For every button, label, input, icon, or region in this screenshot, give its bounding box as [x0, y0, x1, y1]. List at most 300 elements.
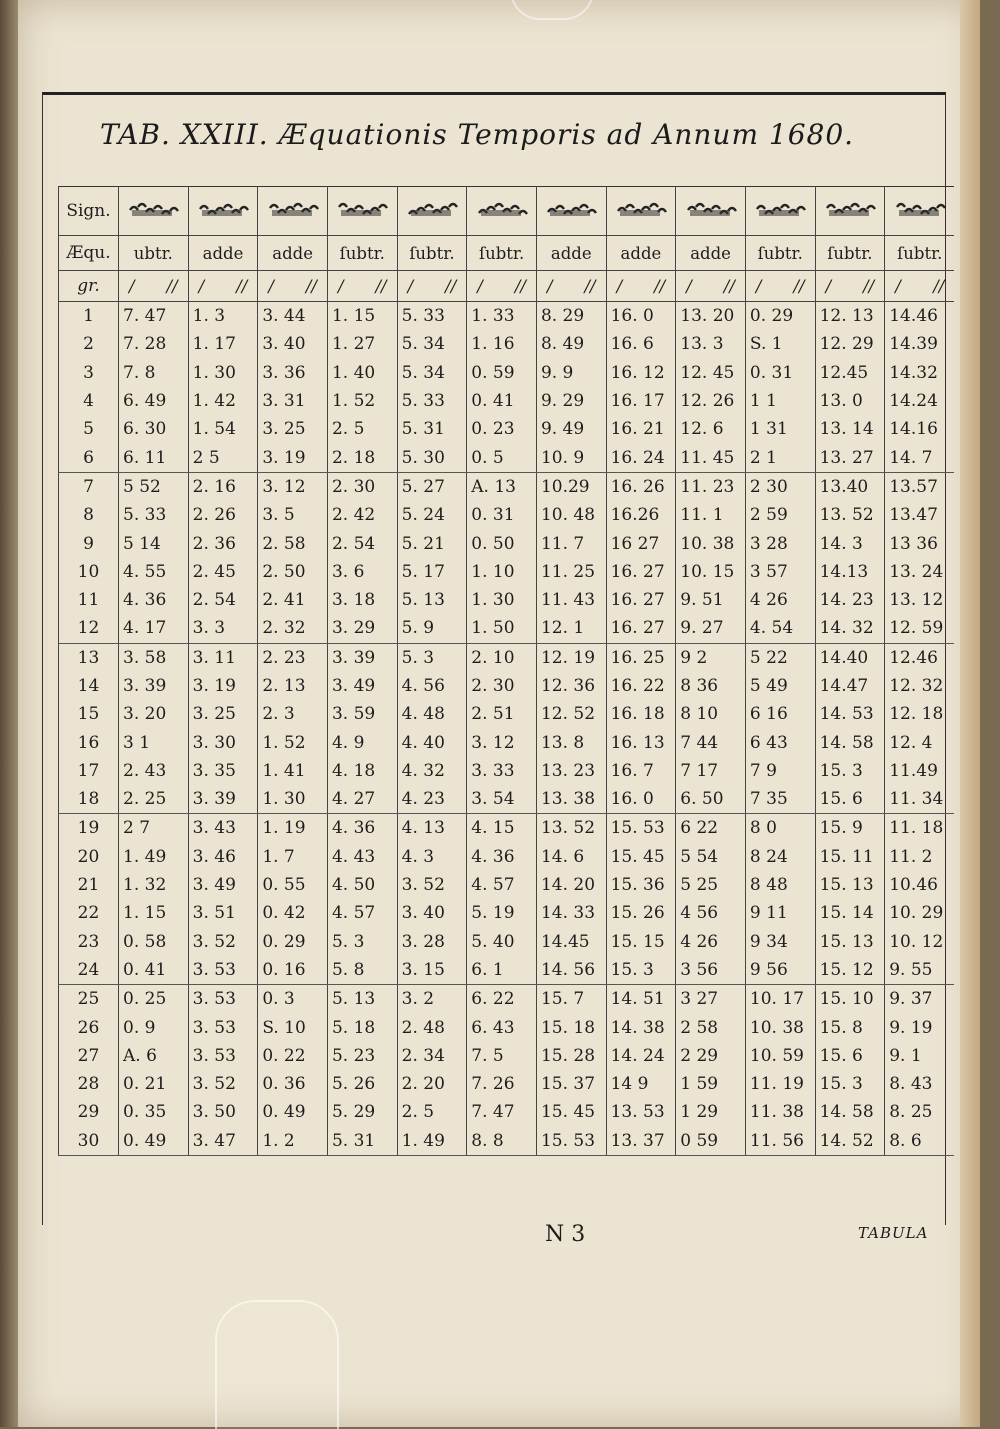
- value-cell: 4. 55: [119, 558, 189, 586]
- value-cell: 5. 17: [397, 558, 467, 586]
- value-cell: 2. 26: [188, 501, 258, 529]
- value-cell: 0. 3: [258, 985, 328, 1014]
- value-cell: 2. 23: [258, 643, 328, 672]
- value-cell: 6 22: [676, 814, 746, 843]
- value-cell: 10. 38: [676, 529, 746, 557]
- degree-cell: 21: [59, 871, 119, 899]
- value-cell: 3. 47: [188, 1127, 258, 1156]
- sign-cell: [327, 187, 397, 236]
- minutes-unit: /: [755, 276, 762, 296]
- value-cell: S. 1: [745, 330, 815, 358]
- value-cell: 9. 9: [536, 359, 606, 387]
- minutes-unit: /: [477, 276, 483, 296]
- value-cell: 1. 49: [119, 843, 189, 871]
- seconds-unit: //: [166, 276, 178, 296]
- value-cell: 5 14: [119, 529, 189, 557]
- value-cell: 8 48: [745, 871, 815, 899]
- value-cell: 15. 14: [815, 899, 885, 927]
- value-cell: 14.39: [885, 330, 955, 358]
- value-cell: 16. 0: [606, 302, 676, 331]
- value-cell: 11. 18: [885, 814, 955, 843]
- value-cell: 3. 2: [397, 985, 467, 1014]
- unit-cell: [536, 271, 606, 302]
- value-cell: 0. 25: [119, 985, 189, 1014]
- degree-cell: 1: [59, 302, 119, 331]
- sign-cell: [397, 187, 467, 236]
- value-cell: 14 9: [606, 1070, 676, 1098]
- value-cell: 5. 29: [327, 1098, 397, 1126]
- value-cell: 15. 8: [815, 1013, 885, 1041]
- value-cell: 16. 13: [606, 728, 676, 756]
- value-cell: 14. 53: [815, 700, 885, 728]
- value-cell: S. 10: [258, 1013, 328, 1041]
- value-cell: 3. 43: [188, 814, 258, 843]
- unit-cell: [397, 271, 467, 302]
- value-cell: 9 34: [745, 928, 815, 956]
- value-cell: 3. 6: [327, 558, 397, 586]
- table-row: [59, 672, 955, 700]
- value-cell: 2 7: [119, 814, 189, 843]
- value-cell: 16 27: [606, 529, 676, 557]
- table-row: [59, 985, 955, 1014]
- value-cell: 4. 36: [467, 843, 537, 871]
- value-cell: 15. 3: [815, 1070, 885, 1098]
- value-cell: 1. 33: [467, 302, 537, 331]
- value-cell: 8. 43: [885, 1070, 955, 1098]
- value-cell: 7. 26: [467, 1070, 537, 1098]
- table-row: [59, 501, 955, 529]
- gemini-sign: [266, 201, 320, 221]
- degree-cell: 30: [59, 1127, 119, 1156]
- degree-cell: 10: [59, 558, 119, 586]
- value-cell: 10. 9: [536, 443, 606, 472]
- value-cell: 3. 44: [258, 302, 328, 331]
- value-cell: 3. 5: [258, 501, 328, 529]
- value-cell: 0. 9: [119, 1013, 189, 1041]
- value-cell: 13.47: [885, 501, 955, 529]
- value-cell: 7 9: [745, 757, 815, 785]
- value-cell: 9 56: [745, 956, 815, 985]
- value-cell: 2. 54: [188, 586, 258, 614]
- table-row: [59, 302, 955, 331]
- degree-cell: 9: [59, 529, 119, 557]
- value-cell: 4. 57: [327, 899, 397, 927]
- value-cell: 7 17: [676, 757, 746, 785]
- value-cell: 3. 40: [397, 899, 467, 927]
- value-cell: 3. 49: [188, 871, 258, 899]
- value-cell: 6 43: [745, 728, 815, 756]
- value-cell: 10. 59: [745, 1042, 815, 1070]
- minutes-unit: /: [616, 276, 623, 296]
- value-cell: 7. 8: [119, 359, 189, 387]
- operation-cell: adde: [676, 236, 746, 271]
- value-cell: 0 59: [676, 1127, 746, 1156]
- sign-label: Sign.: [59, 187, 119, 236]
- value-cell: 3. 52: [397, 871, 467, 899]
- value-cell: 1. 16: [467, 330, 537, 358]
- value-cell: 5. 3: [397, 643, 467, 672]
- table-row: [59, 1042, 955, 1070]
- value-cell: 11. 1: [676, 501, 746, 529]
- value-cell: 5. 31: [327, 1127, 397, 1156]
- value-cell: 2 30: [745, 472, 815, 501]
- degree-cell: 4: [59, 387, 119, 415]
- value-cell: 15. 18: [536, 1013, 606, 1041]
- value-cell: 16. 21: [606, 415, 676, 443]
- value-cell: 15. 36: [606, 871, 676, 899]
- degree-cell: 18: [59, 785, 119, 814]
- value-cell: 0. 41: [467, 387, 537, 415]
- value-cell: 13.57: [885, 472, 955, 501]
- operation-cell: adde: [536, 236, 606, 271]
- degree-cell: 19: [59, 814, 119, 843]
- value-cell: 13. 3: [676, 330, 746, 358]
- value-cell: 2. 30: [327, 472, 397, 501]
- value-cell: 14.32: [885, 359, 955, 387]
- sign-cell: [188, 187, 258, 236]
- virgo-sign: [475, 201, 529, 221]
- value-cell: 12.46: [885, 643, 955, 672]
- value-cell: 4. 18: [327, 757, 397, 785]
- value-cell: 3. 25: [188, 700, 258, 728]
- value-cell: 8 10: [676, 700, 746, 728]
- unit-cell: [467, 271, 537, 302]
- value-cell: 3. 15: [397, 956, 467, 985]
- table-row: [59, 785, 955, 814]
- minutes-unit: /: [686, 276, 692, 296]
- value-cell: 2. 50: [258, 558, 328, 586]
- value-cell: 13. 24: [885, 558, 955, 586]
- operation-cell: adde: [188, 236, 258, 271]
- value-cell: 12. 32: [885, 672, 955, 700]
- value-cell: 5. 31: [397, 415, 467, 443]
- value-cell: 0. 42: [258, 899, 328, 927]
- value-cell: 13.40: [815, 472, 885, 501]
- value-cell: 3. 12: [467, 728, 537, 756]
- value-cell: 5 54: [676, 843, 746, 871]
- value-cell: 5. 9: [397, 614, 467, 643]
- value-cell: 16. 26: [606, 472, 676, 501]
- sign-cell: [258, 187, 328, 236]
- value-cell: 12. 19: [536, 643, 606, 672]
- unit-cell: [327, 271, 397, 302]
- value-cell: 15. 3: [606, 956, 676, 985]
- value-cell: 1. 15: [119, 899, 189, 927]
- value-cell: 5. 33: [397, 387, 467, 415]
- value-cell: 14.45: [536, 928, 606, 956]
- unit-cell: [188, 271, 258, 302]
- unit-cell: [119, 271, 189, 302]
- value-cell: 8 0: [745, 814, 815, 843]
- value-cell: 3 56: [676, 956, 746, 985]
- value-cell: 4. 57: [467, 871, 537, 899]
- seconds-unit: //: [375, 276, 387, 296]
- value-cell: 13. 23: [536, 757, 606, 785]
- value-cell: 12. 36: [536, 672, 606, 700]
- degree-cell: 12: [59, 614, 119, 643]
- value-cell: 15. 13: [815, 928, 885, 956]
- value-cell: 3. 39: [119, 672, 189, 700]
- value-cell: 0. 49: [258, 1098, 328, 1126]
- value-cell: 3. 33: [467, 757, 537, 785]
- value-cell: 3. 54: [467, 785, 537, 814]
- value-cell: 5. 40: [467, 928, 537, 956]
- pisces-sign: [893, 201, 947, 221]
- value-cell: 0. 36: [258, 1070, 328, 1098]
- value-cell: 15. 9: [815, 814, 885, 843]
- value-cell: 7. 5: [467, 1042, 537, 1070]
- value-cell: 14. 32: [815, 614, 885, 643]
- value-cell: 3. 28: [397, 928, 467, 956]
- value-cell: 5. 3: [327, 928, 397, 956]
- value-cell: 14. 20: [536, 871, 606, 899]
- value-cell: 1 29: [676, 1098, 746, 1126]
- value-cell: 15. 3: [815, 757, 885, 785]
- value-cell: 8 24: [745, 843, 815, 871]
- minutes-unit: /: [895, 276, 901, 296]
- value-cell: 16. 27: [606, 586, 676, 614]
- table-row: [59, 558, 955, 586]
- value-cell: 0. 5: [467, 443, 537, 472]
- seconds-unit: //: [445, 276, 457, 296]
- value-cell: 13. 52: [536, 814, 606, 843]
- table-row: [59, 330, 955, 358]
- value-cell: 11. 19: [745, 1070, 815, 1098]
- value-cell: 13. 12: [885, 586, 955, 614]
- unit-cell: [885, 271, 955, 302]
- seconds-unit: //: [305, 276, 317, 296]
- value-cell: 1 31: [745, 415, 815, 443]
- value-cell: 11.49: [885, 757, 955, 785]
- value-cell: 13. 27: [815, 443, 885, 472]
- table-row: [59, 814, 955, 843]
- value-cell: 4. 32: [397, 757, 467, 785]
- degree-cell: 11: [59, 586, 119, 614]
- gr-label: gr.: [59, 271, 119, 302]
- title-year: 1680.: [768, 118, 855, 151]
- value-cell: 9. 1: [885, 1042, 955, 1070]
- value-cell: 5. 33: [397, 302, 467, 331]
- value-cell: 0. 21: [119, 1070, 189, 1098]
- value-cell: 12. 18: [885, 700, 955, 728]
- taurus-sign: [196, 201, 250, 221]
- value-cell: 1. 30: [467, 586, 537, 614]
- value-cell: 14. 52: [815, 1127, 885, 1156]
- sign-cell: [676, 187, 746, 236]
- value-cell: 12. 59: [885, 614, 955, 643]
- degree-cell: 7: [59, 472, 119, 501]
- table-row: [59, 956, 955, 985]
- value-cell: 2 29: [676, 1042, 746, 1070]
- value-cell: 13. 52: [815, 501, 885, 529]
- degree-cell: 8: [59, 501, 119, 529]
- value-cell: 9. 55: [885, 956, 955, 985]
- value-cell: 3. 58: [119, 643, 189, 672]
- value-cell: A. 6: [119, 1042, 189, 1070]
- value-cell: 15. 13: [815, 871, 885, 899]
- value-cell: 2. 43: [119, 757, 189, 785]
- value-cell: 3. 53: [188, 1042, 258, 1070]
- value-cell: 3. 30: [188, 728, 258, 756]
- degree-cell: 25: [59, 985, 119, 1014]
- value-cell: 5. 18: [327, 1013, 397, 1041]
- degree-cell: 28: [59, 1070, 119, 1098]
- value-cell: 16. 12: [606, 359, 676, 387]
- table-row: [59, 728, 955, 756]
- value-cell: 8. 29: [536, 302, 606, 331]
- value-cell: 5 52: [119, 472, 189, 501]
- value-cell: 9. 29: [536, 387, 606, 415]
- value-cell: 13. 0: [815, 387, 885, 415]
- table-row: [59, 1127, 955, 1156]
- value-cell: 3 27: [676, 985, 746, 1014]
- value-cell: 4. 36: [119, 586, 189, 614]
- sign-cell: [536, 187, 606, 236]
- value-cell: 0. 22: [258, 1042, 328, 1070]
- value-cell: 14.46: [885, 302, 955, 331]
- operation-cell: adde: [606, 236, 676, 271]
- value-cell: 1. 41: [258, 757, 328, 785]
- seconds-unit: //: [723, 276, 735, 296]
- value-cell: 9. 19: [885, 1013, 955, 1041]
- cancer-sign: [335, 201, 389, 221]
- value-cell: 15. 6: [815, 785, 885, 814]
- value-cell: 14. 58: [815, 728, 885, 756]
- operation-cell: ubtr.: [119, 236, 189, 271]
- value-cell: 15. 6: [815, 1042, 885, 1070]
- value-cell: 12. 29: [815, 330, 885, 358]
- value-cell: 0. 49: [119, 1127, 189, 1156]
- value-cell: 3. 35: [188, 757, 258, 785]
- value-cell: 16. 18: [606, 700, 676, 728]
- sign-row: [59, 187, 955, 236]
- value-cell: 3. 3: [188, 614, 258, 643]
- value-cell: 7. 47: [119, 302, 189, 331]
- value-cell: 15. 37: [536, 1070, 606, 1098]
- value-cell: 14.24: [885, 387, 955, 415]
- seconds-unit: //: [863, 276, 875, 296]
- value-cell: 13. 38: [536, 785, 606, 814]
- value-cell: 5 22: [745, 643, 815, 672]
- value-cell: 2 5: [188, 443, 258, 472]
- value-cell: 7 44: [676, 728, 746, 756]
- value-cell: 13. 37: [606, 1127, 676, 1156]
- value-cell: 1. 15: [327, 302, 397, 331]
- value-cell: 5. 27: [397, 472, 467, 501]
- table-row: [59, 843, 955, 871]
- unit-cell: [745, 271, 815, 302]
- value-cell: 4. 17: [119, 614, 189, 643]
- seconds-unit: //: [236, 276, 248, 296]
- value-cell: 7. 47: [467, 1098, 537, 1126]
- minutes-unit: /: [337, 276, 344, 296]
- book-spine: [0, 0, 18, 1427]
- value-cell: 3. 36: [258, 359, 328, 387]
- value-cell: 10. 12: [885, 928, 955, 956]
- value-cell: 0. 55: [258, 871, 328, 899]
- value-cell: 0. 29: [258, 928, 328, 956]
- value-cell: 3 1: [119, 728, 189, 756]
- value-cell: 1. 52: [327, 387, 397, 415]
- value-cell: 3. 19: [188, 672, 258, 700]
- operation-cell: ſubtr.: [745, 236, 815, 271]
- unit-cell: [676, 271, 746, 302]
- value-cell: 5 25: [676, 871, 746, 899]
- value-cell: 1. 27: [327, 330, 397, 358]
- degree-cell: 23: [59, 928, 119, 956]
- value-cell: 4. 3: [397, 843, 467, 871]
- value-cell: 11. 43: [536, 586, 606, 614]
- value-cell: 14. 6: [536, 843, 606, 871]
- catchword: TABULA: [858, 1224, 929, 1242]
- operation-cell: ſubtr.: [467, 236, 537, 271]
- value-cell: 7 35: [745, 785, 815, 814]
- operation-cell: ſubtr.: [815, 236, 885, 271]
- degree-cell: 27: [59, 1042, 119, 1070]
- seconds-unit: //: [933, 276, 945, 296]
- value-cell: 16.26: [606, 501, 676, 529]
- value-cell: 12. 52: [536, 700, 606, 728]
- operation-cell: ſubtr.: [885, 236, 955, 271]
- value-cell: 15. 11: [815, 843, 885, 871]
- table-row: [59, 359, 955, 387]
- table-row: [59, 1070, 955, 1098]
- value-cell: 1. 42: [188, 387, 258, 415]
- operation-row: [59, 236, 955, 271]
- degree-cell: 26: [59, 1013, 119, 1041]
- value-cell: 2. 54: [327, 529, 397, 557]
- value-cell: 15. 45: [536, 1098, 606, 1126]
- value-cell: 6. 49: [119, 387, 189, 415]
- value-cell: 14.47: [815, 672, 885, 700]
- degree-cell: 17: [59, 757, 119, 785]
- value-cell: 5. 19: [467, 899, 537, 927]
- table-row: [59, 700, 955, 728]
- minutes-unit: /: [268, 276, 274, 296]
- degree-cell: 2: [59, 330, 119, 358]
- value-cell: 14. 23: [815, 586, 885, 614]
- value-cell: 2 1: [745, 443, 815, 472]
- value-cell: 3. 53: [188, 985, 258, 1014]
- operation-cell: adde: [258, 236, 328, 271]
- equ-label: Æqu.: [59, 236, 119, 271]
- value-cell: 8. 25: [885, 1098, 955, 1126]
- value-cell: 5. 8: [327, 956, 397, 985]
- leo-sign: [405, 201, 459, 221]
- value-cell: 10.46: [885, 871, 955, 899]
- value-cell: 16. 25: [606, 643, 676, 672]
- value-cell: 3. 18: [327, 586, 397, 614]
- value-cell: 1. 17: [188, 330, 258, 358]
- value-cell: 11. 7: [536, 529, 606, 557]
- value-cell: 5. 34: [397, 330, 467, 358]
- value-cell: 3. 49: [327, 672, 397, 700]
- value-cell: 12.45: [815, 359, 885, 387]
- value-cell: 11. 56: [745, 1127, 815, 1156]
- value-cell: 3. 52: [188, 1070, 258, 1098]
- value-cell: 2. 25: [119, 785, 189, 814]
- value-cell: 3. 11: [188, 643, 258, 672]
- table-row: [59, 871, 955, 899]
- table-row: [59, 899, 955, 927]
- value-cell: 2. 36: [188, 529, 258, 557]
- table-row: [59, 387, 955, 415]
- value-cell: 11. 25: [536, 558, 606, 586]
- value-cell: 15. 28: [536, 1042, 606, 1070]
- value-cell: 2. 45: [188, 558, 258, 586]
- page-title: [100, 118, 900, 151]
- sign-cell: [606, 187, 676, 236]
